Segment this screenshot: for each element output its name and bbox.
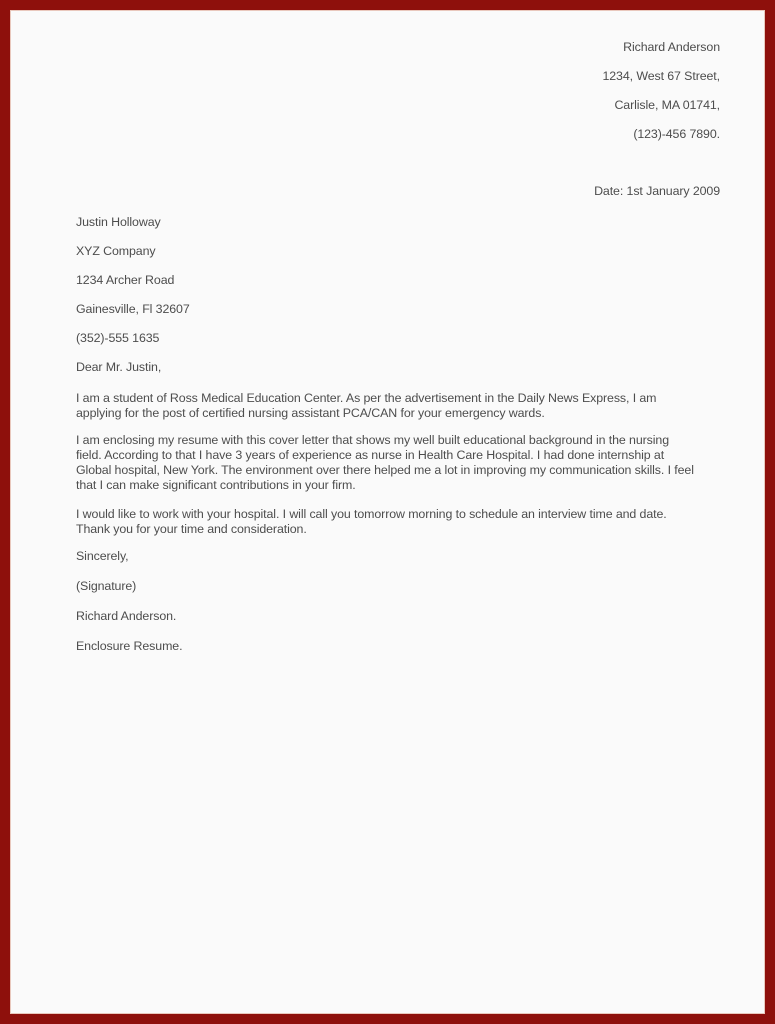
- paragraph-line: Global hospital, New York. The environment over there helped me a lot in improving my communication skills. I feel: [76, 463, 694, 477]
- paragraph-line: field. According to that I have 3 years of experience as nurse in Health Care Hospital. I had done internship at: [76, 448, 665, 462]
- sender-street: 1234, West 67 Street,: [602, 69, 720, 83]
- recipient-street: 1234 Archer Road: [76, 273, 175, 287]
- body-paragraph-2: [76, 433, 720, 493]
- enclosure-note: Enclosure Resume.: [76, 639, 183, 653]
- closing-block: [76, 549, 720, 654]
- recipient-city: Gainesville, Fl 32607: [76, 302, 190, 316]
- sender-name: Richard Anderson: [623, 40, 720, 54]
- paragraph-line: I would like to work with your hospital. I will call you tomorrow morning to schedule an interview time and date.: [76, 507, 667, 521]
- recipient-phone: (352)-555 1635: [76, 331, 160, 345]
- salutation: Dear Mr. Justin,: [76, 360, 162, 374]
- paragraph-line: applying for the post of certified nursing assistant PCA/CAN for your emergency wards.: [76, 406, 545, 420]
- closing-sign-off: Sincerely,: [76, 549, 129, 563]
- recipient-company: XYZ Company: [76, 244, 156, 258]
- recipient-name: Justin Holloway: [76, 215, 161, 229]
- recipient-block: [76, 215, 720, 346]
- paragraph-line: I am a student of Ross Medical Education Center. As per the advertisement in the Daily News Express, I am: [76, 391, 657, 405]
- body-paragraph-3: [76, 507, 720, 537]
- sender-block: [76, 40, 720, 142]
- sender-phone: (123)-456 7890.: [633, 127, 720, 141]
- paragraph-line: Thank you for your time and consideration.: [76, 522, 307, 536]
- paragraph-line: that I can make significant contributions in your firm.: [76, 478, 356, 492]
- closing-name: Richard Anderson.: [76, 609, 177, 623]
- letter-date: Date: 1st January 2009: [594, 184, 720, 198]
- paragraph-line: I am enclosing my resume with this cover letter that shows my well built educational background in the nursing: [76, 433, 669, 447]
- sender-city: Carlisle, MA 01741,: [614, 98, 720, 112]
- signature-placeholder: (Signature): [76, 579, 137, 593]
- body-paragraph-1: [76, 391, 720, 421]
